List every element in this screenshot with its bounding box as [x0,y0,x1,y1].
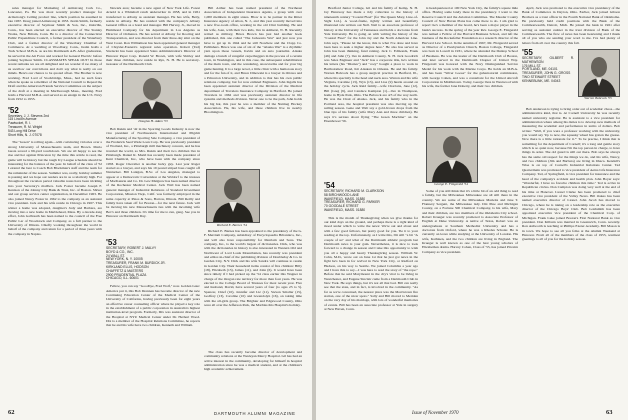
issue-date: Issue of November 1970 [412,411,459,416]
article-text: This is the month of Thanksgiving when we give thanks for our kind days on the ground, and perhaps there is a right kind of mood under which to write the news: We're out and about and with a few good fellows, but pretty good for you. Tie it to your reading at the top. Unfortunately, as I write this, I'm still "a bit "A couple of us" and what of the Dartmouth athletic program last Dartmouth news is your gain. Nevertheless, it is nice to look forward to a change in season and I take this opportunity to wish you all a happy and hearty Thanksgiving season. William W. Cohn, M.D., wrote out on June 1st that he just got news in the fight he's been in for revival in New York City, or Radford on Hudson, on his way to Seattle. We joined Columbia a year ago and I have this to say—I was here to read the story of "the rope." Before that he said Marymount in the city's vital to be living in Westchester, and Eugene Sinclair came from a Dartmouth Club in New York. He says things, but it's not all that bad. Bill can really see that the state, and in fact, is involved in the community. "As far as we're concerned, the nearest place was the Morristown fire station, one of the nicer spots." Sally and Bill moved to Meriden on the very day of his marriage, with lots of wonderful memories of events. Bill has been an associate professor at Yale in surgery at New Haven, Conn. [324,215,418,311]
page-number [8,409,15,416]
page-number-text: 62 [8,409,15,416]
article-text: is headquartered at 100 New York City, the family's square mile office. Having some lately there in the presidency. I went to the Reserve Council and the Aviation Committee. The Meader County Council of New Haven Plans has come there to do. I am glad to report: he's a member of the board, he's been a major player in the bank's success. In the spring of the year Rev. George E. Fitzgerald was named a Fellow of the Harvard Business School, and left the business of the Rockefeller Foundation as a research director of the Harvard Law School. In the autumn of 1967, Mr. Fitzgerald served as Director of a Presbyterian Church, Boston College, Fitzgerald was born in Lowell in 1931, where he attended the Dunlop School of Business. He was the leader of the Dartmouth Club of Boston, and later served in the Dartmouth Chapter of United Way. Fitzgerald was honored with the Navy Distinguished Service Medal for his work with the Marine Corps. He holds an M.B.A. and has been "Silver Goose" for the gubernatorial commission, with George Cohen, and was a consultant for the United Aircraft Corporation in Middletown. Today, George lives in Westwood with his wife, the former Jane Doherty, and their two children. [422,6,518,89]
class-secretary-address: SECRETARY, ROBERT J. MALVY BOYD & CO., INC. 24 WALL ST. NEW YORK, N. Y. 10005 [106,246,157,262]
magazine-title-footer [214,411,295,416]
right-column-1 [324,6,418,398]
article-text: Richard E. Barnes has been appointed to the presidency of the G. F. Merriam Company, subsidiary of Encyclopaedia Britannica, Inc., and will also have responsibility for Merriam and Sons. The company, Inc., is the world's largest of dictionaries. Dick, who was with the dictionaries in history is also interested in Western Old and Northwest of Lord Louis Mountbatten, has recently was president and editor-in-chief of the publishing division of Doubleday & Co. in Garden City, N.Y. Dick and his wife Sandra will continue to reside in Garden City. Their household items consist of five children: Billy (18), Elizabeth (13), James (11), and John (6). It would have been since timely if I had picked up the '54 class earlier this Wagner in charge of the Oregon rate territory for more than four years. He was elected to the College Board of Trustees for most recent year. Five and husband, David, have several years of four (to ages 23 to 5). Spencer, Chief (10), Jennifer and Liz (11), Steven Smaller (15), Godfrey (13), Caroline (10) and Gwendolyn (16), on taking time with the all-girls group. The Brighter and Edgewood County, Ohio were all over the Jefferson Park, the Marbles this Hospital's holiday. [204,229,302,307]
photo-block [204,167,302,229]
article-text: Bradford Junior College, Gil and his family of Kemp, N. H. Jay Hanaway has made a tidy collection to the history of nineteenth century "Coastal Fleet" (for The Queen Mary, Line-of-Sight Ltd.). A wood-frame, tightly written and beautifully illustrated tale written out Nell. Neil is an associate professor of history at the University of Tennessee and holds a doctorate from Yale University. He is going on with writing the history of the "Coastal Fleet" for the John Jay and the North American Line. John says, "Please let me know, this is what I've done and have been here to seek a higher degree here." He also has served as John has been thinking, fund raising. Jack C. Edmonds, Frank (46) and John (7), live in Amherst County, N. H. Jack Goodrich was Sales Engineer and "Jack" has a corporate title, he's written his letters (his "Diaries") and "cozy" bought a place to work in Bartholomew Road, Kit Alaskan in Orleans. He and his family. Warren Babcock has a group surgical practice in Bedford, Ill., where his specialty is the head and neck area. Warren and his wife Virginia, Caroline (13), Wyn (13), and Lisa (9) hustle around on the holiday cycle. Jack Reid family—wife Charlotte, Jane (12), Bill (Greg (9), and Candace Kempton (1)—live in Thompson, home in Hyde Park, Ohio. The Babcock are 4/3 of the way north. He was the Chair of Alaska. Jack, and his family who in the Portland area, the hospital president was also moving up the sailing season. Gene and Walt say a gold-brown drops from the blue tips of his family (wife Mary Ann and three children). He says it's serious about flying "The Green Machine" on the Eisenhower '56. [324,6,418,123]
class-heading-block [522,47,620,107]
photo-block [106,69,200,127]
article-text: The class has recently become director of development and community relations at the Wesleyan Mercy Hospital. Gil has had an active interest in the community, developing for himself in hospital administration since he was a medical student, and at the children's high academic achievement. [204,350,302,372]
class-treasurer-address: TREASURER, RICHARD G. PARKER 70 GOODALE STREET WAKEFIELD, MASS. 01880 [324,200,380,212]
class-secretary-address: SECRETARY, GILBERT R. MATHEWSON 176 MILL ST. PORTLAND, ME. 04101 [522,56,574,72]
article-text: April, Jack was promoted to the executive vice presidency of the Bank of Commerce in Dayton, Ohio. Earlier, Jack joined Gibson Brothers as a trust officer in the Fourth National Bank of Oklahoma. He previously held credit positions with the Bank of the Commonwealth, Detroit, Mich. He joined the bank in 1961 after serving as assistant cashier in the trust division of Bank of the Commonwealth. The flow of news has been heartening and I thank all of you who are sending your word to me. I've had plenty of letters from all over the country this fall. [522,6,620,45]
article-text: Bob Rukin and '42 in the Sporting Goods Industry is now the vice president of Northwestern International and Pilgrim Manufacturing of the Sporting Sale Company, a vice president of the Frederick Seed Wade Loan Corp. He was previously president of Worland, Inc., a Pittsburgh mill machinery concern, and he has traveled the world, so Mrs. Rukin and their two children live in Pittsburgh. Daniel R. Mudd has recently been made president of Kent Chemical, Inc., who have been with the company since 1958. Roger Chevalier is another lucky guy. Last year Roger started as a lawyer, and says his 19 pound striped bass caught off Nantucket. Bill Lanigan, B.Sc. of Los Angeles, managed to appear at a Democratic Convention at the Waldorf to the trustees of MacKenzie and Co. Dr. Lew Mulgrew has been named director of the Rochester Medical Center. Jack Wall has been named general manager of Industrial Relations of Standard Investment Corporation, Mission Viejo, Calif. was formerly employed in the same capacity at Pinos & Sons, Bartow, Illinois. Bill Reilly and family have taken off for Boston—for the next future. Jack will be moving his new Massachusetts ties with the incoming wife Bev's and three children. It's time for me to run, gang. See you in Hanover on Dartmouth Day. [106,127,200,218]
class-year-heading: '55 [522,48,533,57]
photo-block [422,125,518,189]
portrait-photo [122,71,182,119]
class-treasurer-address: TREASURER, FRANK M. BURDICK JR. KIRKLAND ELLIS, HODSON CHAFFETZ & MASTERS 2900 PRUDENTIAL PLAZA CHICAGO, ILL. 60601 [106,261,166,281]
photo-caption: Douglas H. Adam '53 [138,119,168,123]
class-secretary-address: SECRETARY, RICHARD M. CLARKSON 58 BIRCHWOOD LANE WAKEFIELD, MASS. 01880 [324,189,384,201]
photo-caption: Richard E. Barnes '54 [217,223,247,227]
class-treasurer-address: TREASURER, JOHN G. GROSS TWO STEWART STREET KENNEBUNK, ME. 04043 [522,71,571,83]
photo-block [422,6,518,66]
portrait-photo [578,49,620,97]
class-year-heading: '52 [8,105,19,115]
portrait-photo [426,127,478,183]
article-text: Bill Arthur has been named president of the Northeast Association of Independent Insurance Agents, a group with over 1,000 members in eight states. Blow is to be partner in the Ritter Insurance Agency of Alton, N. J., and this year recently moved into a new five-room office, working in the old Clint building. He and his wife, Joan, with their two kids, live in Amherst, N. H. Recently retired as military, Bruce Brown has just had another book published, this one called "The Jacksonia War" and just now you have to get up in 1944 and he still Nowhere and the Clapp Co. Publishers. Bruce was one of six of the "Alaska War" is a rhythmic yarn upon those vessels, Kevin and an auto journalist. Alaska damage a bunch of vengeful carpetbaggers in the process of a certain town, in Washington, and in this case, the subsequent rehabilitation of the main town, and the wandering, snowstorms and for your big game hunting. It is a large novel, a little clinic with a humorous story and for the fun of it, and Bruce Dmowski is a lawyer in Ottawa and a Princeton University, and in addition to that has his own public relations company, but for now enlisted Engineers. John Ingalls has been appointed assistant director of the Division of the Medical department of Travelers Insurance Company in Hartford. He joined Travelers in 1962 and was previously assistant director in life systems and methods division. Never one to be the path, John holds his big hat, this year he was a member of the Nutmeg Hockey Association. He, his wife, and three children live in nearby Bloomington. [204,6,302,115]
left-column-3 [204,6,302,398]
issue-footer [412,410,459,416]
left-column-2 [106,6,200,398]
left-column-1 [8,6,102,398]
right-page [316,0,628,420]
class-year-heading: '53 [106,238,117,247]
photo-caption: Warren Babcock '55 [584,96,612,100]
right-column-2 [422,6,518,398]
article-text: Bob Anderson is trying to bring order out of academic chaos—the administrative kind, that is. At Cornell University he was recently named university registrar. He is assistant to a vice president for administration where among his duties is to develop new methods of measuring the academic and performance in terms of dollars. Bob writes: "Well, if you were a professor working with the university, you would say 'Up to now, the squeaky wheel has gotten the grease. Now there is a little rationale for it.'" To be precise, I think that is something for the department of Cornell; it's a long and gentle story which is so quiet now, because I'm the top person in charge, to have things in order. The old guard is still out there. Bob says he always has the same old respect for the things we do, and his wife, Nancy, and two children (Jim and Barbara) are living in Ithaca. Kendall's Wise is on top of Cornell's Industrial Relations Center. Tad Quartermain was promoted to vice president of Aetna Life Insurance Company. Tad, of Springfield, is vice president for insurance and the head of the company's accident and health plan. John Boyer says: "Wonderful, I have no favorite children this time." Ted is active in Republican circles. Don Campion was doing very well at the end of his time at Hanover. Lionel Clarke has been promoted to chief executive vice president of the Valley News. Bill Oakes has been named executive director of Lionel. John Jacob has moved to Chicago, where he is taking on a leadership role as the executive director of the Chicago Boys' Club. Bob Goldsmith has been appointed executive vice president of the Chemical Corp. of Michigan. Frank Luke joined Boston's First National Bank as vice president. Don Kilburn was married in Greenwich, Conn. recently. Ron Ashworth is teaching at Phillips Exeter Academy. Bill Mason is in town. We hope to see all you folks at the Alumni Weekend at Hanover. From all of the members of the class of 1955, warmest greetings to all of you for the holiday season. [522,107,620,242]
right-column-3 [522,6,620,398]
article-text: sales manager for Marketing of Armstrong Cork Co., Lancaster, Pa. He was most recently product manager for Armstrong's Ceiling product line, which position he assumed in late 1967. Doug joined Armstrong in 1953. Justin Smith, formerly executive director of Seymour Smith & Son, Inc., Oakville, Conn., has been elected an executive director of The Stanley Works, New Britain, Conn. He is a director of the Connecticut Public Expenditure Council, a former president of the Waterbury Club, and a former director of the Waterbury Chamber of Commerce. At a wedding at Woodbury, Conn., Justin holds a Tuck School M.B.A. as are his Dartmouth A.B. After graduation, he served in the Air Force and worked for General Electric before joining Seymour Smith. CLASSMATES SPEAK OUT! In those recent remarks we are all delighted and we wonder if too many of us swallow our convictions and don't say what is really on our minds. Here's our chance to be quoted afloat. The Brother is now working. Fred Lord of Stockbridge, Mass., had no such fears when he spoke as a member of the National Council to Repeal the Draft and the American Friends Service Committee on the subject of the draft at a meeting in Marlborough Mass., meeting. Fred holds a Harvard M.B.A. and served as an ensign in the U.S. Navy from 1952 to 1955. [8,6,102,102]
article-text: The "Green" is rolling again—with convincing victories over a strong University of Massachusetts team, and Brown. Mario Gusta scored a 99-yard touchdown. We are all happy to see the rise and hot against Princeton by the time this article is read, the game will be history but the tough Ivy League schedule should be interesting for the balance of the year. In behalf of the class of '52 I extend the best to Coach Bob Blackman's staff and the team for the remainder of the season. Summer was, really, holiday summer is passing and we hope our readers are in as a relatively high. For throughout the vacation period valuable notes have been trickling into your Secretary's mailbox. Jack Foster became Joseph F. Kenison of the Johnny City Bank & Trust, Inc. of Boston. Shiver and our group service center organization, in December 1963. He also joined Nancy Foster in 1962 to the company as an assistant vice president. Jack and his wife reside in Chicago in 1967. This winter a home was adopted, daughter's Judy and Barbara, are moving into a new home in Marblehead, Mass. By a decade-long effort, John Galbreath has been named to the council of the Free Public Lar of Woodstock and Company, as a full partner to the University of Illinois. Chiefly working throughout the world in behalf of the company and return for a period of three years with the company in Naples. [8,140,102,236]
magazine-title: DARTMOUTH ALUMNI MAGAZINE [214,411,296,416]
class-treasurer-address: Treasurer, R. M. Wright 543 Long Hill Drive Short Hills, N. J. 07078 [8,124,43,137]
page-number-text: 63 [606,409,613,416]
class-year-heading: '54 [324,181,335,190]
left-page [0,0,312,420]
photo-caption: George E. Fitzgerald '54 [434,182,468,186]
class-secretary-address: Secretary, J. J. Stevens 2nd 115 Lincoln Avenue Pawtucket, R. I. [8,113,49,126]
article-text: Fellow, you can say "Goodbye, Fred Wolf," now. Golden Gate: America put it, this Bob Drennen has become director of the new Continuing Education Center of the Medical Center of the University of California, having previously been for eight years an effective career counseling officer where he played a key role in the establishment of a public corporation in Australia's highest institution-level program. Formerly, Dix was assistant director of the Hospital at NYU Medical Center under Dr. Herbert Wood. Dix is a member of the Hospital Relations Committee, he reports that he and his wife have two children, Kenneth and William. [106,284,200,328]
article-text: Some of you still think that it's a little bit of an odd thing to read a family, but the Milwaukee Milwaukee are all still there in the country. We are some of the Milwaukee Marietta and Jane T. Flannery Sergent, the Milwaukee lady. Dix Pine and Michigan County, on a Fortune 500 Chemical Company, is his wife, Mary and their children, are two members of the Oklahoma City school. Robert Krueger was recently promoted to Associate Professor of English at Duke University. A native of Texas, Robert was an undergraduate at Southern Methodist University and has a doctorate from Oxford, where he was a Rhodes Scholar. He is currently on leave while studying at the University of London. His wife, Kathleen, and the two children are living in England. The Krueger is well known as one of the best young scholars of Elizabethan drama. Harvey Cohen, Class of '55, has joined Pitcairn Company as vice president. [422,189,518,254]
portrait-photo [206,169,260,223]
article-text: Newark area; became a new agent of New York Life. Forest Arnold is a Whitehall ranch underwriter in 1958, and in 1961 transferred to Albany as assistant manager. He has wife, Betty, reside in Albany. He has resided with the company's Albany General Office as a bond and manager. Bill Hervey, Jr., moved in Hammond Company for his department in Los Angeles as Director of Ordnance. He has served at Albany for Rooting and Transportation, and was directed from their three-day stint on the West Coast. Ron Williamson has been appointed general manager of Chrysler-Eastern's regional sales operation. Robert (Tad) Strelecki has been appointed Sales Administration's Director of Hanover Paper Corp. Ronald W. Brown, with wife Shirley and their three children, now reside in Rye, N. H. He is secretary-treasurer of the Dartmouth Club. [106,6,200,67]
page-number [606,409,613,416]
